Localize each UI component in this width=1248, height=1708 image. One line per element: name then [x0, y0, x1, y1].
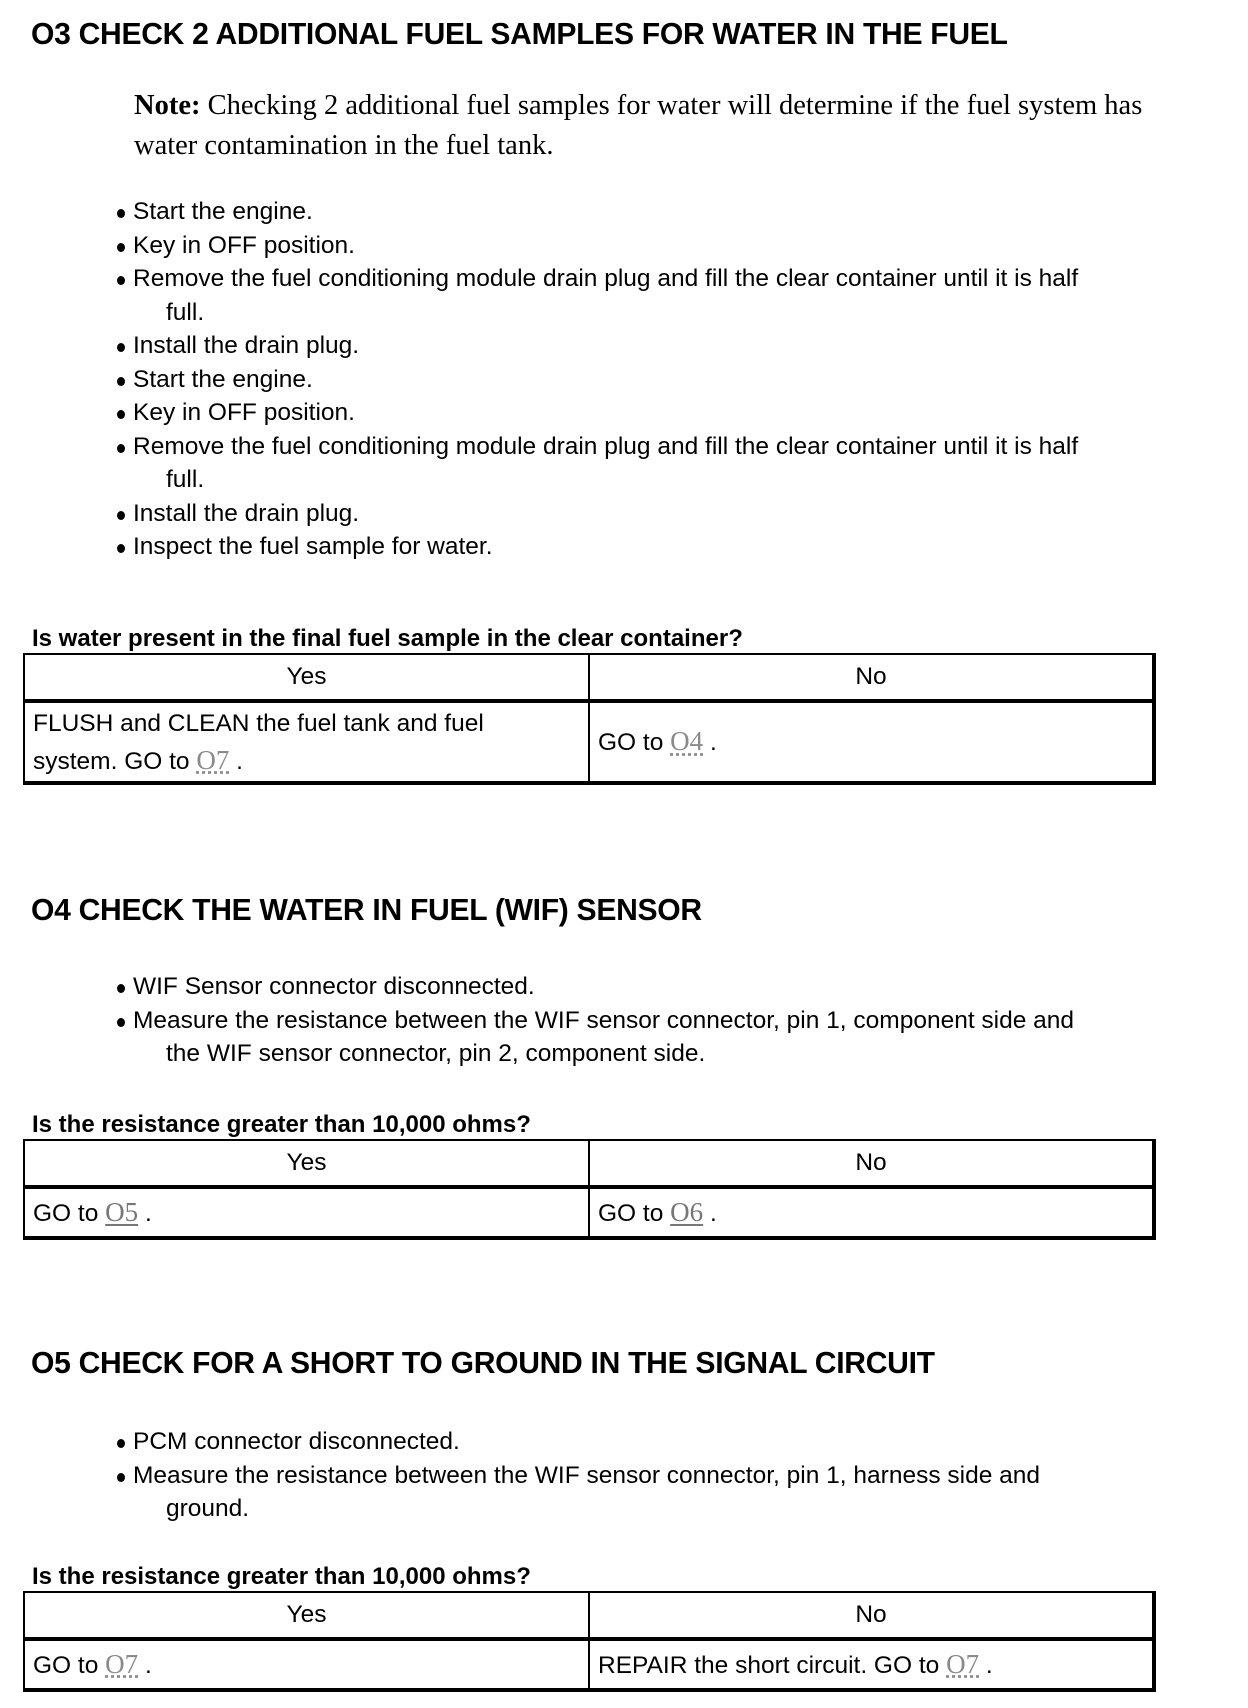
step-o3-question: Is water present in the final fuel sample in the clear container? [32, 625, 743, 652]
procedure-item: PCM connector disconnected. [116, 1425, 1226, 1459]
note-label: Note: [134, 90, 201, 121]
no-action-cell: GO to O4 . [589, 701, 1154, 783]
yes-action-cell: FLUSH and CLEAN the fuel tank and fuel system. GO to O7 . [24, 701, 589, 783]
procedure-item: Install the drain plug. [116, 497, 1226, 531]
procedure-item: Measure the resistance between the WIF sensor connector, pin 1, component side and the WIF sensor connector, pin 2, component side. [116, 1004, 1226, 1071]
procedure-item: Remove the fuel conditioning module drain plug and fill the clear container until it is half full. [116, 430, 1226, 497]
procedure-item: Start the engine. [116, 363, 1226, 397]
step-o5-question: Is the resistance greater than 10,000 ohms? [32, 1563, 531, 1590]
step-o3-decision-table [23, 653, 1156, 785]
column-header-yes: Yes [24, 1140, 589, 1187]
no-action-cell: GO to O6 . [589, 1187, 1154, 1238]
note-text: Checking 2 additional fuel samples for water will determine if the fuel system has water contamination in the fuel tank. [134, 90, 1143, 161]
procedure-item: Remove the fuel conditioning module drain plug and fill the clear container until it is half full. [116, 262, 1226, 329]
goto-o6-link[interactable]: O6 [670, 1196, 704, 1227]
step-o5-procedure-list [116, 1425, 1226, 1526]
procedure-item: Inspect the fuel sample for water. [116, 530, 1226, 564]
goto-o7-link[interactable]: O7 [105, 1648, 139, 1679]
step-o3-title: O3 CHECK 2 ADDITIONAL FUEL SAMPLES FOR WATER IN THE FUEL [31, 16, 1008, 51]
goto-o7-link[interactable]: O7 [196, 744, 230, 775]
goto-o5-link[interactable]: O5 [105, 1196, 139, 1227]
column-header-no: No [589, 654, 1154, 701]
step-o3-procedure-list [116, 195, 1226, 564]
procedure-item: Measure the resistance between the WIF sensor connector, pin 1, harness side and ground. [116, 1459, 1226, 1526]
step-o3-note [134, 86, 1194, 166]
column-header-yes: Yes [24, 1592, 589, 1639]
procedure-item: WIF Sensor connector disconnected. [116, 970, 1226, 1004]
goto-o4-link[interactable]: O4 [670, 726, 704, 756]
step-o4-question: Is the resistance greater than 10,000 ohms? [32, 1111, 531, 1138]
yes-action-cell: GO to O5 . [24, 1187, 589, 1238]
step-o5-title: O5 CHECK FOR A SHORT TO GROUND IN THE SIGNAL CIRCUIT [31, 1345, 935, 1380]
goto-o7-link[interactable]: O7 [946, 1648, 980, 1679]
column-header-no: No [589, 1592, 1154, 1639]
step-o5-decision-table [23, 1591, 1156, 1692]
no-action-cell: REPAIR the short circuit. GO to O7 . [589, 1639, 1154, 1690]
step-o4-decision-table [23, 1139, 1156, 1240]
procedure-item: Key in OFF position. [116, 396, 1226, 430]
procedure-item: Install the drain plug. [116, 329, 1226, 363]
yes-action-cell: GO to O7 . [24, 1639, 589, 1690]
column-header-yes: Yes [24, 654, 589, 701]
procedure-item: Start the engine. [116, 195, 1226, 229]
column-header-no: No [589, 1140, 1154, 1187]
step-o4-title: O4 CHECK THE WATER IN FUEL (WIF) SENSOR [31, 892, 702, 927]
procedure-item: Key in OFF position. [116, 229, 1226, 263]
step-o4-procedure-list [116, 970, 1226, 1071]
